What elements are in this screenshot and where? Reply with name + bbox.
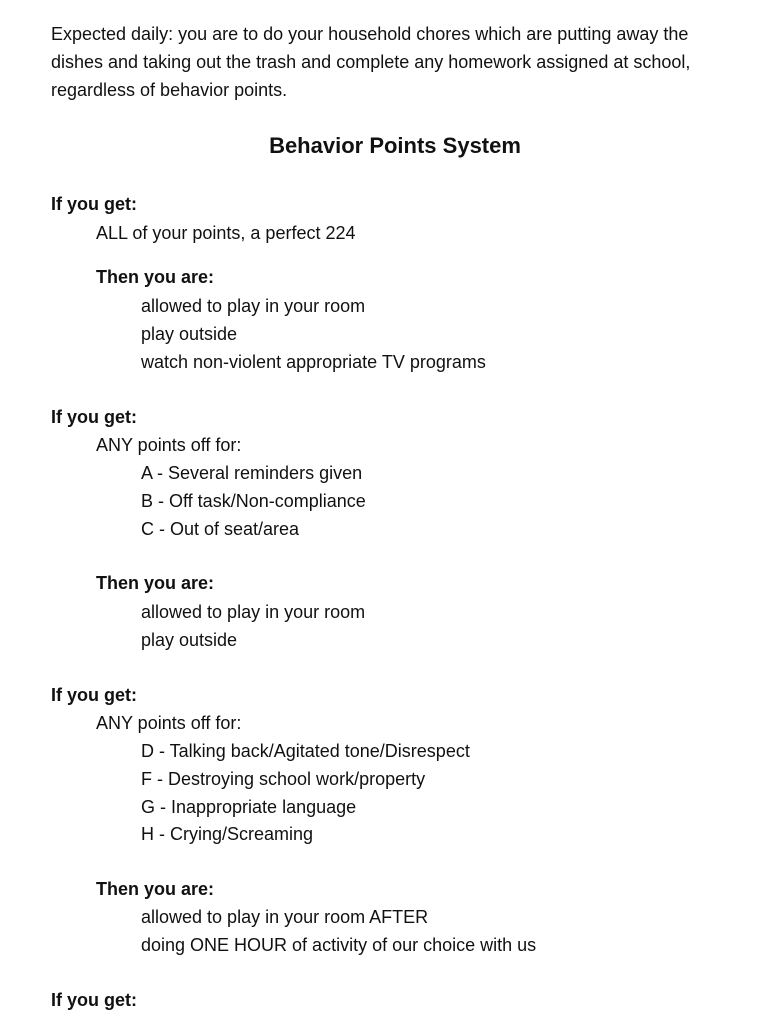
section-3-condition-item: H - Crying/Screaming	[141, 824, 314, 844]
section-2-condition-item: C - Out of seat/area	[141, 519, 300, 539]
section-2-then-item: allowed to play in your room	[141, 602, 366, 622]
section-4-if-label: If you get:	[51, 990, 137, 1010]
section-2-condition: ANY points off for:	[96, 435, 242, 455]
section-2-then-item: play outside	[141, 630, 238, 650]
section-2-condition-item: B - Off task/Non-compliance	[141, 491, 366, 511]
section-3-then-label: Then you are:	[96, 879, 215, 899]
section-3-condition-item: D - Talking back/Agitated tone/Disrespect	[141, 741, 470, 761]
section-1-condition: ALL of your points, a perfect 224	[96, 223, 356, 243]
section-3-then-item: doing ONE HOUR of activity of our choice with us	[141, 935, 537, 955]
section-1-then-item: allowed to play in your room	[141, 296, 366, 316]
section-1-then-label: Then you are:	[96, 267, 215, 287]
intro-paragraph: Expected daily: you are to do your household chores which are putting away the dishes and taking out the trash and complete any homework assigned at school, regardless of behavior points.	[51, 24, 691, 100]
section-1-then-item: watch non-violent appropriate TV programs	[141, 352, 486, 372]
section-2-then-label: Then you are:	[96, 573, 215, 593]
section-2-condition-item: A - Several reminders given	[141, 463, 363, 483]
section-3-if-label: If you get:	[51, 685, 137, 705]
section-1-if-label: If you get:	[51, 194, 137, 214]
section-2-if-label: If you get:	[51, 407, 137, 427]
section-3-then-item: allowed to play in your room AFTER	[141, 907, 429, 927]
section-1-then-item: play outside	[141, 324, 238, 344]
section-3-condition-item: G - Inappropriate language	[141, 797, 357, 817]
section-3-condition: ANY points off for:	[96, 713, 242, 733]
section-3-condition-item: F - Destroying school work/property	[141, 769, 426, 789]
page-title: Behavior Points System	[269, 133, 521, 158]
